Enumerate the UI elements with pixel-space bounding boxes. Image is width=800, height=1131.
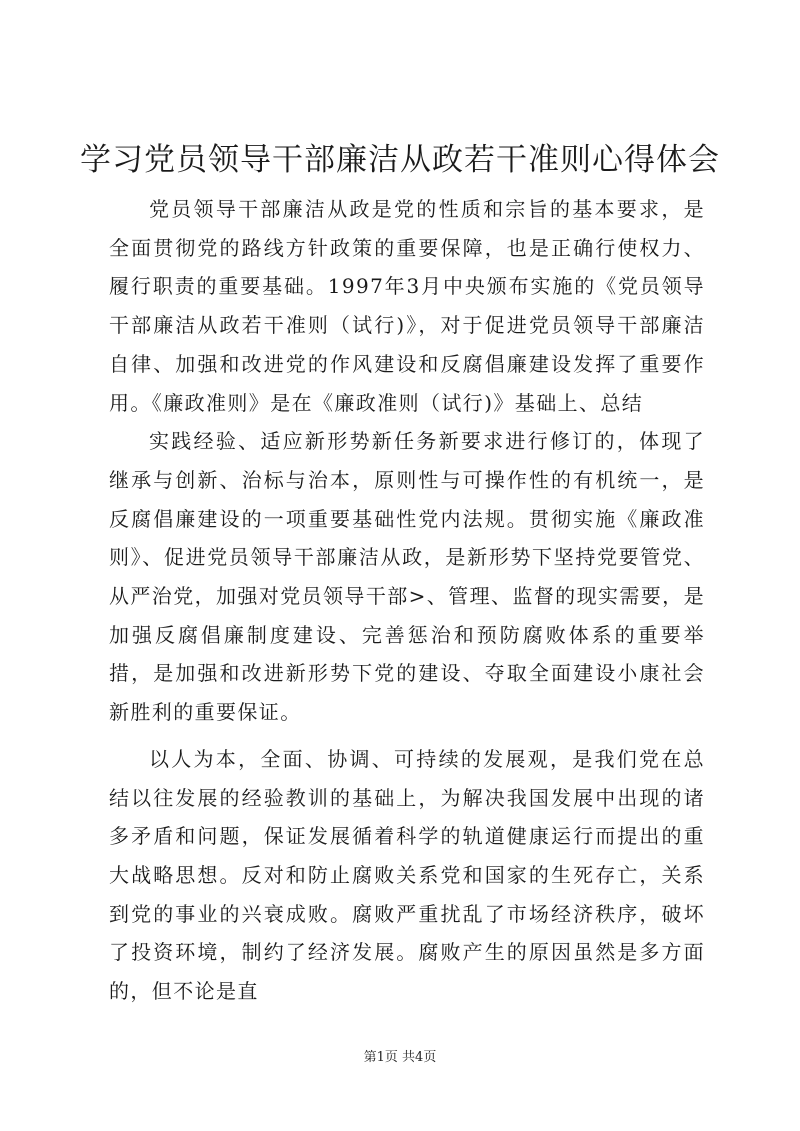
paragraph-1: 党员领导干部廉洁从政是党的性质和宗旨的基本要求，是全面贯彻党的路线方针政策的重要保障，也是正确行使权力、履行职责的重要基础。1997年3月中央颁布实施的《党员领导干部廉洁从政若干准则（试行)》，对于促进党员领导干部廉洁自律、加强和改进党的作风建设和反腐倡廉建设发挥了重要作用。《廉政准则》是在《廉政准则（试行)》基础上、总结 <box>109 197 705 415</box>
paragraph-2: 实践经验、适应新形势新任务新要求进行修订的，体现了继承与创新、治标与治本，原则性与可操作性的有机统一，是反腐倡廉建设的一项重要基础性党内法规。贯彻实施《廉政准则》、促进党员领导干部廉洁从政，是新形势下坚持党要管党、从严治党，加强对党员领导干部>、管理、监督的现实需要，是加强反腐倡廉制度建设、完善惩治和预防腐败体系的重要举措，是加强和改进新形势下党的建设、夺取全面建设小康社会新胜利的重要保证。 <box>109 429 705 725</box>
paragraph-3: 以人为本，全面、协调、可持续的发展观，是我们党在总结以往发展的经验教训的基础上，为解决我国发展中出现的诸多矛盾和问题，保证发展循着科学的轨道健康运行而提出的重大战略思想。反对和防止腐败关系党和国家的生死存亡，关系到党的事业的兴衰成败。腐败严重扰乱了市场经济秩序，破坏了投资环境，制约了经济发展。腐败产生的原因虽然是多方面的，但不论是直 <box>109 746 705 1004</box>
document-body <box>109 190 705 1011</box>
page-number-footer: 第1页 共4页 <box>363 1050 437 1065</box>
document-title: 学习党员领导干部廉洁从政若干准则心得体会 <box>80 142 720 178</box>
